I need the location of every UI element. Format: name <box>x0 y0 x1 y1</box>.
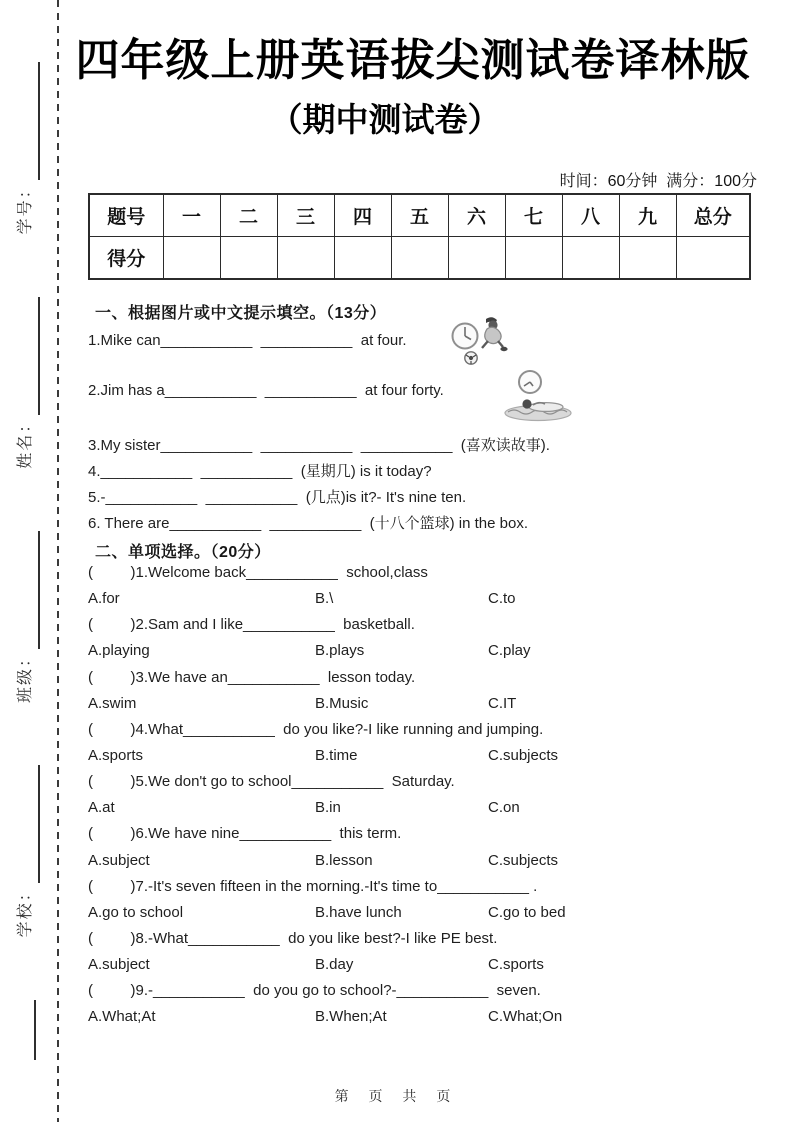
mcq-options-3 <box>88 695 764 721</box>
class-fill-line <box>26 531 40 649</box>
option-a: A.What;At <box>88 1008 156 1026</box>
option-a: A.playing <box>88 642 150 660</box>
class-label: 班级： <box>17 649 34 704</box>
page-subtitle: （期中测试卷） <box>269 101 501 138</box>
option-a: A.subject <box>88 956 150 974</box>
option-c: C.subjects <box>488 746 559 764</box>
score-table-header-cell: 七 <box>505 194 562 237</box>
option-c: C.What;On <box>488 1008 563 1026</box>
option-c: C.to <box>488 590 516 608</box>
option-c: C.IT <box>488 694 517 712</box>
mcq-question-8: ( )8.-What___________ do you like best?-I like PE best. <box>88 929 498 947</box>
section1-heading: 一、根据图片或中文提示填空。（13分） <box>95 305 387 322</box>
mcq-options-9 <box>88 1008 764 1034</box>
score-table-header-cell: 一 <box>163 194 220 237</box>
name-label: 姓名： <box>17 414 34 469</box>
sidebar-bottom-fill-line <box>22 1000 36 1060</box>
school-label: 学校： <box>17 883 34 938</box>
mcq-question-5: ( )5.We don't go to school___________ Saturday. <box>88 773 455 791</box>
school-fill-line <box>26 765 40 883</box>
mcq-question-4: ( )4.What___________ do you like?-I like running and jumping. <box>88 720 544 738</box>
option-b: B.plays <box>315 642 365 660</box>
mcq-question-3: ( )3.We have an___________ lesson today. <box>88 668 416 686</box>
multiple-choice-block <box>88 564 764 1035</box>
score-cell <box>505 237 562 280</box>
mcq-question-1: ( )1.Welcome back___________ school,class <box>88 564 428 581</box>
score-table-header-cell: 六 <box>448 194 505 237</box>
mcq-options-5 <box>88 799 764 825</box>
sidebar-field-school <box>18 765 40 937</box>
score-cell <box>391 237 448 280</box>
option-b: B.have lunch <box>315 903 402 921</box>
sidebar-field-name <box>18 297 40 469</box>
option-b: B.lesson <box>315 851 373 869</box>
score-table-header-cell: 九 <box>619 194 676 237</box>
mcq-question-2: ( )2.Sam and I like___________ basketball. <box>88 616 415 634</box>
score-table-header-cell: 题号 <box>89 194 163 237</box>
score-cell <box>619 237 676 280</box>
score-cell <box>562 237 619 280</box>
option-a: A.at <box>88 799 115 817</box>
option-b: B.day <box>315 956 354 974</box>
option-b: B.time <box>315 746 358 764</box>
score-table-header-cell: 二 <box>220 194 277 237</box>
option-c: C.sports <box>488 956 544 974</box>
score-cell <box>220 237 277 280</box>
option-c: C.on <box>488 799 520 817</box>
sidebar-field-class <box>18 531 40 703</box>
fill-blank-question-5: 5.-___________ ___________ (几点)is it?- It's nine ten. <box>88 489 467 506</box>
score-cell <box>334 237 391 280</box>
score-cell <box>448 237 505 280</box>
student-number-label: 学号： <box>17 180 34 235</box>
clock-and-swimmer-illustration <box>500 368 576 423</box>
option-c: C.go to bed <box>488 903 566 921</box>
option-b: B.Music <box>315 694 369 712</box>
fill-blank-question-3: 3.My sister___________ ___________ ___________ (喜欢读故事). <box>88 437 550 454</box>
sidebar-field-student-number <box>18 62 40 234</box>
exam-time-and-score-meta: 时间：60分钟 满分：100分 <box>559 173 757 190</box>
score-table-score-row <box>89 237 750 280</box>
option-b: B.When;At <box>315 1008 387 1026</box>
score-row-label-cell: 得分 <box>89 237 163 280</box>
score-table-header-cell: 总分 <box>676 194 750 237</box>
fill-blank-question-2: 2.Jim has a___________ ___________ at four forty. <box>88 382 444 399</box>
mcq-options-8 <box>88 956 764 982</box>
score-table-header-cell: 八 <box>562 194 619 237</box>
fill-blank-question-6: 6. There are___________ ___________ (十八个篮球) in the box. <box>88 515 529 532</box>
option-b: B.in <box>315 799 341 817</box>
mcq-options-7 <box>88 904 764 930</box>
option-a: A.go to school <box>88 903 184 921</box>
mcq-options-6 <box>88 852 764 878</box>
option-c: C.play <box>488 642 531 660</box>
option-a: A.sports <box>88 746 144 764</box>
page-title: 四年级上册英语拔尖测试卷译林版 <box>75 36 751 85</box>
score-cell <box>277 237 334 280</box>
option-a: A.subject <box>88 851 150 869</box>
option-a: A.swim <box>88 694 137 712</box>
mcq-question-9: ( )9.-___________ do you go to school?-___________ seven. <box>88 982 541 1000</box>
score-cell <box>163 237 220 280</box>
mcq-question-6: ( )6.We have nine___________ this term. <box>88 825 402 843</box>
mcq-options-4 <box>88 747 764 773</box>
clock-and-football-illustration <box>444 311 512 367</box>
section2-heading: 二、单项选择。（20分） <box>95 544 271 561</box>
option-c: C.subjects <box>488 851 559 869</box>
fill-blank-question-4: 4.___________ ___________ (星期几) is it today? <box>88 463 432 480</box>
score-table-header-cell: 三 <box>277 194 334 237</box>
score-table <box>88 193 751 280</box>
page-footer: 第 页 共 页 <box>334 1088 459 1104</box>
score-table-header-cell: 四 <box>334 194 391 237</box>
mcq-options-1 <box>88 590 764 616</box>
name-fill-line <box>26 297 40 415</box>
student-info-sidebar <box>4 0 54 1122</box>
mcq-options-2 <box>88 642 764 668</box>
score-table-header-cell: 五 <box>391 194 448 237</box>
score-cell <box>676 237 750 280</box>
score-table-header-row <box>89 194 750 237</box>
option-b: B.\ <box>315 590 334 608</box>
mcq-question-7: ( )7.-It's seven fifteen in the morning.-It's time to___________ . <box>88 877 538 895</box>
seal-dashed-line <box>57 0 59 1122</box>
fill-blank-question-1: 1.Mike can___________ ___________ at four. <box>88 332 407 349</box>
option-a: A.for <box>88 590 120 608</box>
